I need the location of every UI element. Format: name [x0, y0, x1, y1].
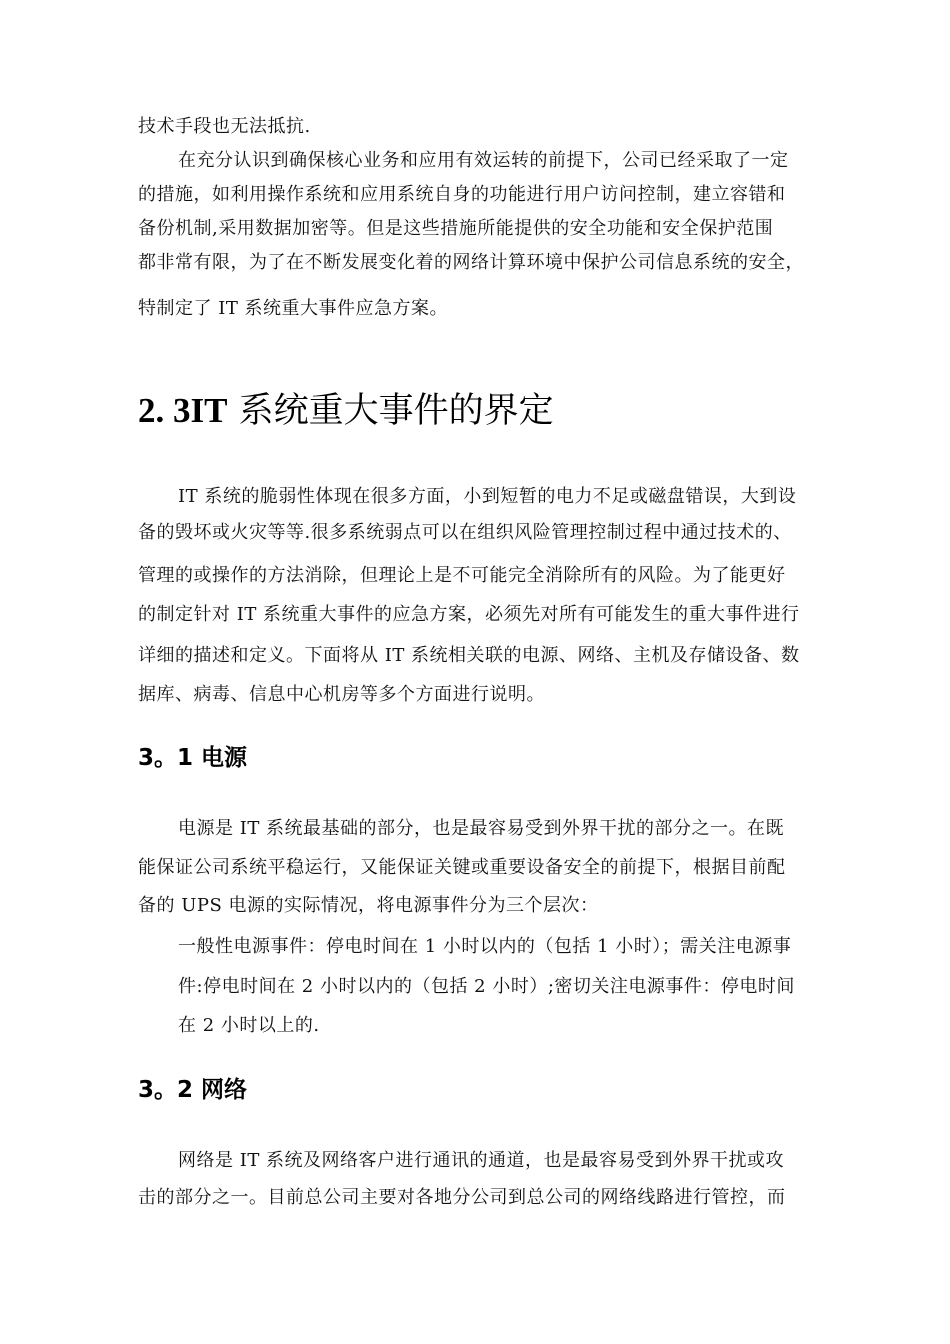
section-heading	[138, 386, 554, 436]
paragraph-line: 特制定了 IT 系统重大事件应急方案。	[138, 298, 449, 319]
subsection-heading: 3。2 网络	[138, 1077, 248, 1103]
paragraph-line: 都非常有限，为了在不断发展变化着的网络计算环境中保护公司信息系统的安全，	[138, 252, 804, 273]
subsection-heading: 3。1 电源	[138, 745, 248, 771]
paragraph-line: 备份机制,采用数据加密等。但是这些措施所能提供的安全功能和安全保护范围	[138, 218, 774, 239]
paragraph-line: 备的毁坏或火灾等等.很多系统弱点可以在组织风险管理控制过程中通过技术的、	[138, 522, 792, 543]
paragraph-line: 据库、病毒、信息中心机房等多个方面进行说明。	[138, 684, 545, 705]
paragraph-line: IT 系统的脆弱性体现在很多方面，小到短暂的电力不足或磁盘错误，大到设	[178, 486, 797, 507]
paragraph-line: 的措施，如利用操作系统和应用系统自身的功能进行用户访问控制，建立容错和	[138, 184, 786, 205]
paragraph-line: 击的部分之一。目前总公司主要对各地分公司到总公司的网络线路进行管控，而	[138, 1187, 786, 1208]
paragraph-line: 件:停电时间在 2 小时以内的（包括 2 小时）;密切关注电源事件：停电时间	[178, 976, 795, 997]
paragraph-line: 备的 UPS 电源的实际情况，将电源事件分为三个层次：	[138, 895, 599, 916]
paragraph-line: 管理的或操作的方法消除，但理论上是不可能完全消除所有的风险。为了能更好	[138, 565, 786, 586]
section-heading-text: 系统重大事件的界定	[227, 391, 554, 431]
paragraph-line: 技术手段也无法抵抗.	[138, 116, 311, 137]
paragraph-line: 网络是 IT 系统及网络客户进行通讯的通道，也是最容易受到外界干扰或攻	[178, 1150, 785, 1171]
paragraph-line: 详细的描述和定义。下面将从 IT 系统相关联的电源、网络、主机及存储设备、数	[138, 645, 800, 666]
paragraph-line: 在 2 小时以上的.	[178, 1015, 320, 1036]
section-heading-number: 2. 3IT	[138, 391, 228, 430]
paragraph-line: 的制定针对 IT 系统重大事件的应急方案，必须先对所有可能发生的重大事件进行	[138, 604, 800, 625]
paragraph-line: 在充分认识到确保核心业务和应用有效运转的前提下，公司已经采取了一定	[178, 150, 789, 171]
paragraph-line: 电源是 IT 系统最基础的部分，也是最容易受到外界干扰的部分之一。在既	[178, 818, 785, 839]
paragraph-line: 一般性电源事件：停电时间在 1 小时以内的（包括 1 小时）；需关注电源事	[178, 936, 792, 957]
paragraph-line: 能保证公司系统平稳运行，又能保证关键或重要设备安全的前提下，根据目前配	[138, 857, 786, 878]
